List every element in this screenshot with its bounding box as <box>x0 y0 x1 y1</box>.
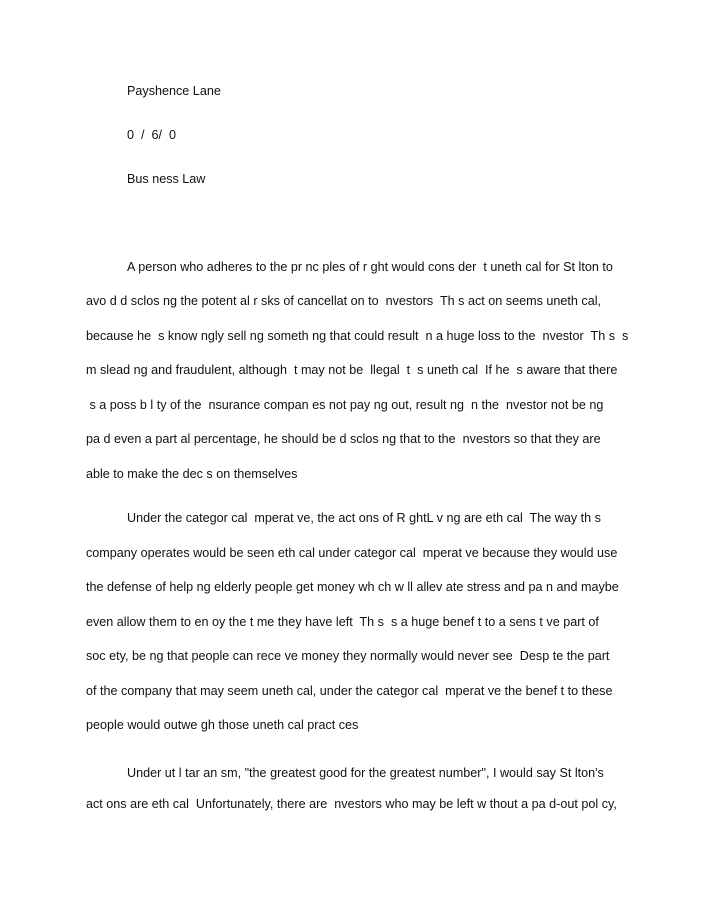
paragraph-3-line-1: Under ut l tar an sm, "the greatest good for the greatest number", I would say St lton's <box>127 766 604 780</box>
paragraph-3-line-2: act ons are eth cal Unfortunately, there are nvestors who may be left w thout a pa d-out pol cy, <box>86 797 617 811</box>
paragraph-2-line-3: the defense of help ng elderly people get money wh ch w ll allev ate stress and pa n and maybe <box>86 580 619 594</box>
paragraph-1-line-3: because he s know ngly sell ng someth ng that could result n a huge loss to the nvestor Th s s <box>86 329 629 343</box>
paragraph-1-line-4: m slead ng and fraudulent, although t may not be llegal t s uneth cal If he s aware that there <box>86 363 618 377</box>
paragraph-2-line-2: company operates would be seen eth cal under categor cal mperat ve because they would use <box>86 546 618 560</box>
paragraph-2-line-7: people would outwe gh those uneth cal pract ces <box>86 718 359 732</box>
document-date: 0 / 6/ 0 <box>127 128 177 142</box>
paragraph-1-line-5: s a poss b l ty of the nsurance compan es not pay ng out, result ng n the nvestor not be ng <box>86 398 604 412</box>
paragraph-1-line-2: avo d d sclos ng the potent al r sks of cancellat on to nvestors Th s act on seems uneth cal, <box>86 294 601 308</box>
paragraph-2-line-1: Under the categor cal mperat ve, the act ons of R ghtL v ng are eth cal The way th s <box>127 511 601 525</box>
paragraph-1-line-1: A person who adheres to the pr nc ples of r ght would cons der t uneth cal for St lton to <box>127 260 613 274</box>
paragraph-2-line-4: even allow them to en oy the t me they have left Th s s a huge benef t to a sens t ve part of <box>86 615 599 629</box>
author-name: Payshence Lane <box>127 84 221 98</box>
paragraph-1-line-6: pa d even a part al percentage, he should be d sclos ng that to the nvestors so that they are <box>86 432 601 446</box>
paragraph-2-line-5: soc ety, be ng that people can rece ve money they normally would never see Desp te the part <box>86 649 610 663</box>
course-title: Bus ness Law <box>127 172 206 186</box>
paragraph-2-line-6: of the company that may seem uneth cal, under the categor cal mperat ve the benef t to these <box>86 684 613 698</box>
paragraph-1-line-7: able to make the dec s on themselves <box>86 467 298 481</box>
